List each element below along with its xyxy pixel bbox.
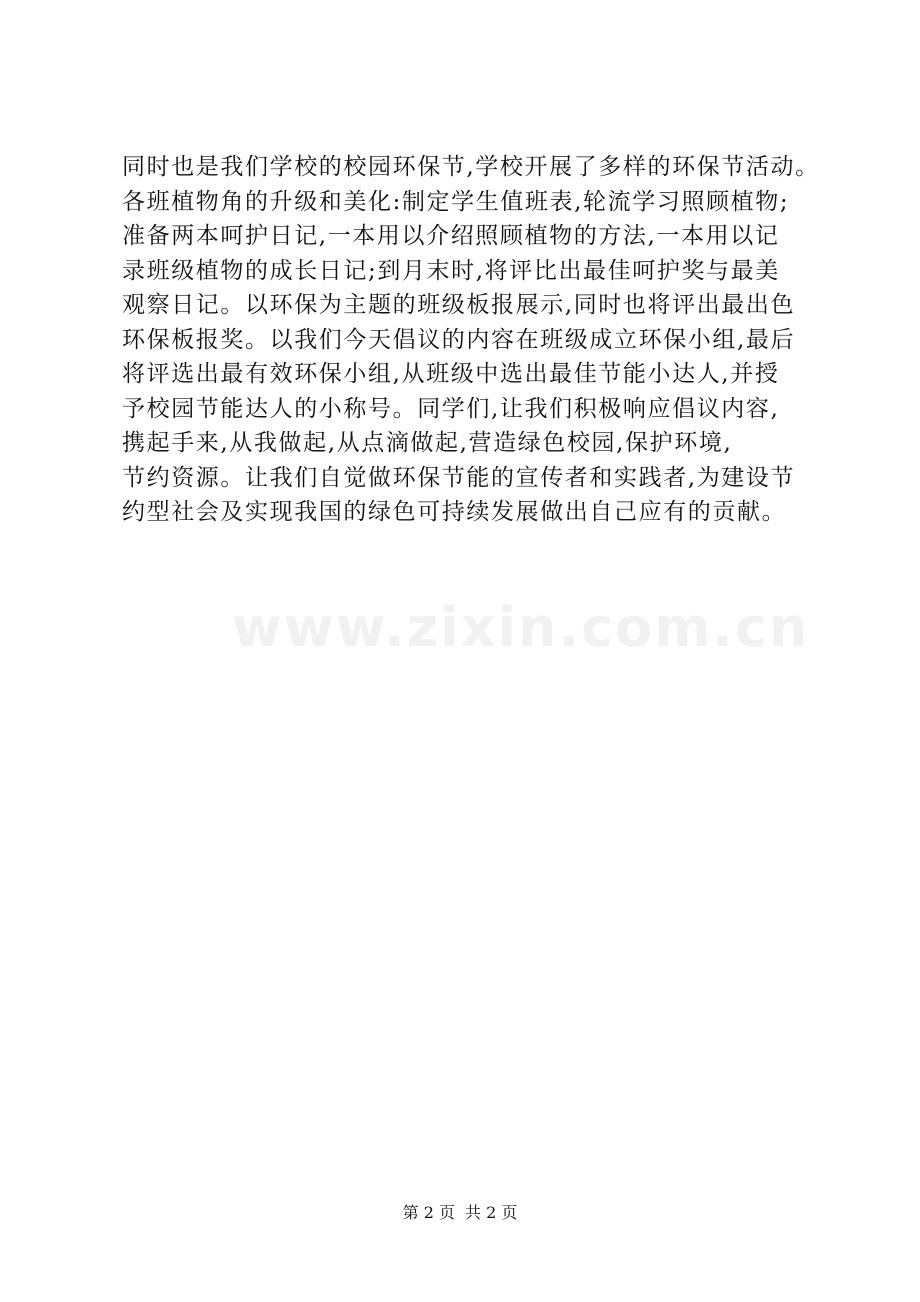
text-line: 携起手来,从我做起,从点滴做起,营造绿色校园,保护环境, xyxy=(122,430,733,456)
text-line: 观察日记。以环保为主题的班级板报展示,同时也将评出最出色 xyxy=(122,292,796,318)
page-footer xyxy=(0,1200,920,1223)
page-number: 第 2 页 xyxy=(402,1203,455,1222)
text-line: 录班级植物的成长日记;到月末时,将评比出最佳呵护奖与最美 xyxy=(122,257,780,284)
text-line: 予校园节能达人的小称号。同学们,让我们积极响应倡议内容, xyxy=(122,395,780,422)
watermark: www.zixin.com.cn xyxy=(232,596,810,659)
text-line: 节约资源。让我们自觉做环保节能的宣传者和实践者,为建设节 xyxy=(122,464,796,491)
text-line: 约型社会及实现我国的绿色可持续发展做出自己应有的贡献。 xyxy=(122,499,787,525)
text-line: 各班植物角的升级和美化:制定学生值班表,轮流学习照顾植物; xyxy=(122,188,790,215)
text-line: 环保板报奖。以我们今天倡议的内容在班级成立环保小组,最后 xyxy=(122,326,796,353)
page-total: 共 2 页 xyxy=(465,1203,518,1222)
text-line: 将评选出最有效环保小组,从班级中选出最佳节能小达人,并授 xyxy=(122,361,780,387)
body-text xyxy=(122,150,842,530)
text-line: 准备两本呵护日记,一本用以介绍照顾植物的方法,一本用以记 xyxy=(122,223,780,249)
text-line: 同时也是我们学校的校园环保节,学校开展了多样的环保节活动。 xyxy=(122,154,820,180)
